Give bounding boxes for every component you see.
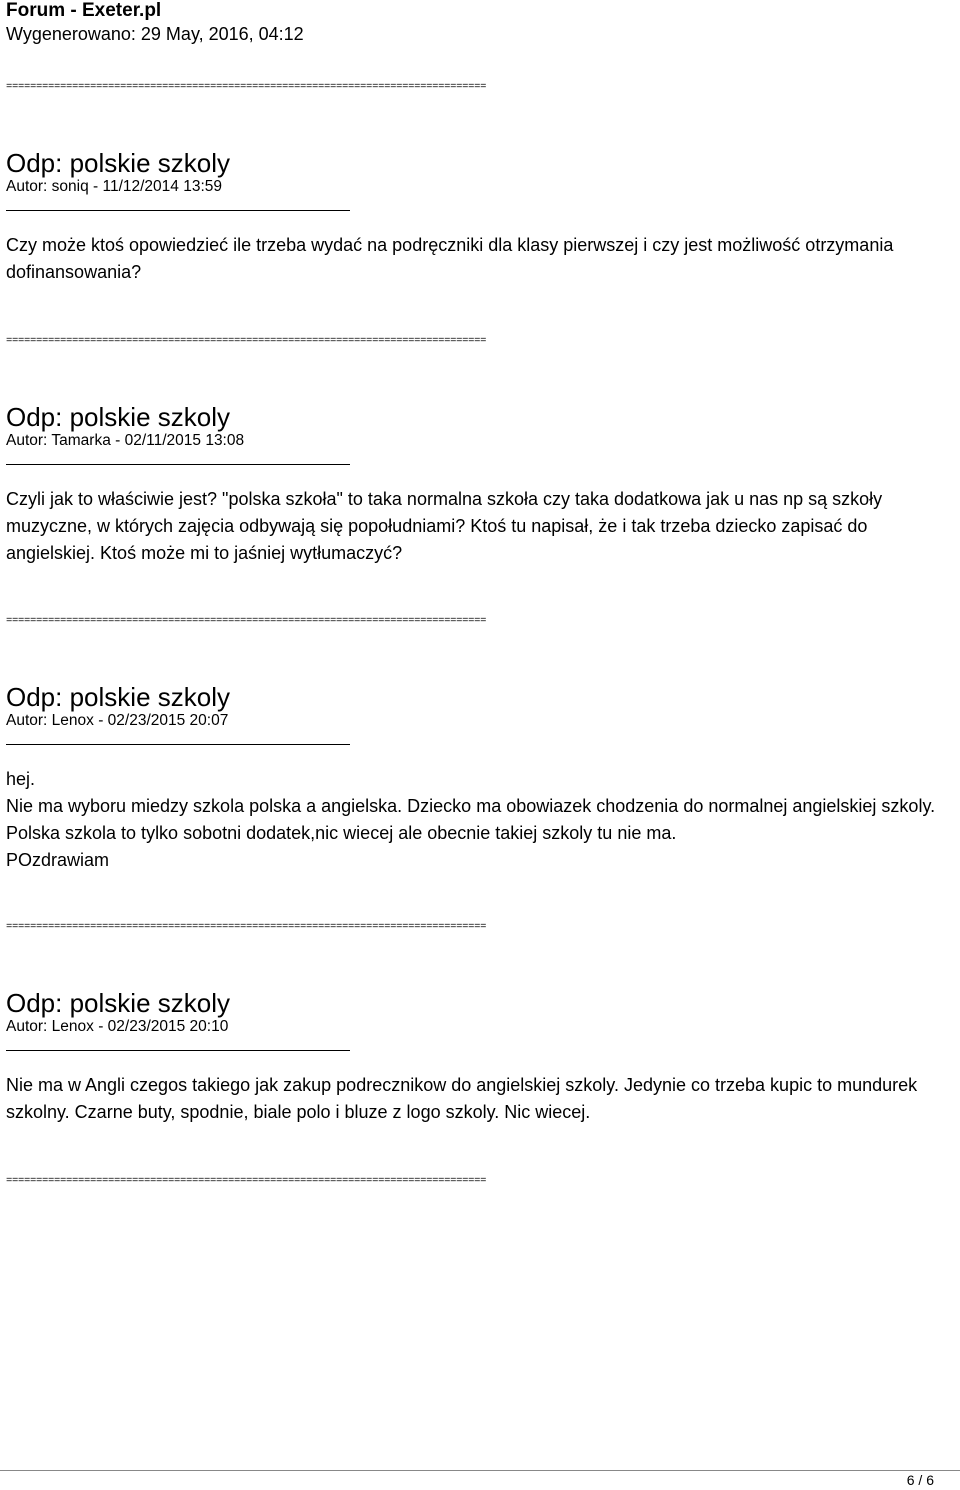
forum-post [6, 682, 951, 874]
page-number: 6 / 6 [906, 1472, 934, 1488]
post-body [6, 232, 951, 286]
post-title: Odp: polskie szkoly [6, 682, 230, 712]
post-underline [6, 210, 350, 211]
post-author-date: Autor: soniq - 11/12/2014 13:59 [6, 178, 223, 195]
post-author-date: Autor: Lenox - 02/23/2015 20:07 [6, 712, 229, 729]
post-paragraph: POzdrawiam [6, 850, 110, 870]
post-title: Odp: polskie szkoly [6, 988, 230, 1018]
forum-post [6, 148, 951, 286]
site-title: Forum - Exeter.pl [6, 0, 162, 21]
separator-line: ================================================================================ [6, 337, 487, 346]
separator-line: ================================================================================ [6, 83, 487, 92]
footer-rule [0, 1470, 960, 1471]
post-author-date: Autor: Tamarka - 02/11/2015 13:08 [6, 432, 245, 449]
post-author-date: Autor: Lenox - 02/23/2015 20:10 [6, 1018, 229, 1035]
post-title: Odp: polskie szkoly [6, 402, 230, 432]
separator-line: ================================================================================ [6, 617, 487, 626]
post-paragraph: Nie ma w Angli czegos takiego jak zakup podrecznikow do angielskiej szkoly. Jedynie co trzeba kupic to mundurek szkolny. Czarne buty, spodnie, biale polo i bluze z logo szkoly. Nic wiecej. [6, 1075, 918, 1122]
post-underline [6, 1050, 350, 1051]
post-paragraph: Czyli jak to właściwie jest? "polska szkoła" to taka normalna szkoła czy taka dodatkowa jak u nas np są szkoły muzyczne, w których zajęcia odbywają się popołudniami? Ktoś tu napisał, że i tak trzeba dziecko zapisać do angielskiej. Ktoś może mi to jaśniej wytłumaczyć? [6, 489, 883, 563]
forum-post [6, 402, 951, 567]
generated-date: Wygenerowano: 29 May, 2016, 04:12 [6, 24, 304, 44]
post-title: Odp: polskie szkoly [6, 148, 230, 178]
forum-post [6, 988, 951, 1126]
post-underline [6, 464, 350, 465]
post-body [6, 486, 951, 567]
post-body [6, 766, 951, 874]
separator-line: ================================================================================ [6, 1177, 487, 1186]
page-header [6, 0, 304, 46]
post-body [6, 1072, 951, 1126]
post-paragraph: Czy może ktoś opowiedzieć ile trzeba wydać na podręczniki dla klasy pierwszej i czy jest możliwość otrzymania dofinansowania? [6, 235, 894, 282]
post-paragraph: Nie ma wyboru miedzy szkola polska a angielska. Dziecko ma obowiazek chodzenia do normalnej angielskiej szkoly. Polska szkola to tylko sobotni dodatek,nic wiecej ale obecnie takiej szkoly tu nie ma. [6, 796, 936, 843]
post-paragraph: hej. [6, 769, 36, 789]
post-underline [6, 744, 350, 745]
separator-line: ================================================================================ [6, 923, 487, 932]
